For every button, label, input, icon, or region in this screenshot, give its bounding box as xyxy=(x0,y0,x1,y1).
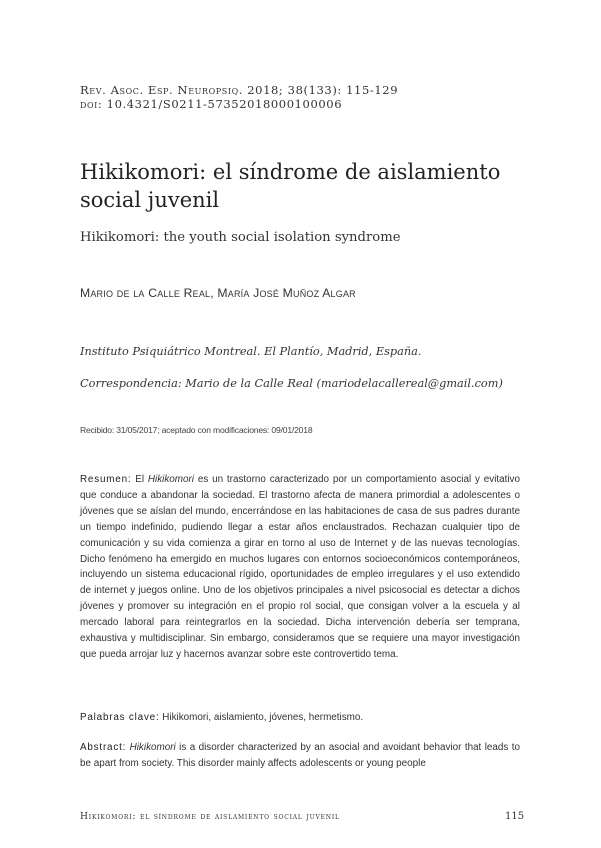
authors: Mario de la Calle Real, María José Muñoz Algar xyxy=(80,286,356,300)
resumen-paragraph xyxy=(80,472,520,663)
resumen-text: es un trastorno caracterizado por un comportamiento asocial y evitativo que conduce a abandonar la sociedad. El trastorno afecta de manera primordial a adolescentes o jóvenes que se aíslan del mundo, encerrándose en las habitaciones de casa de sus padres durante un tiempo indefinido, pudiendo llegar a estar años enclaustrados. Rechazan cualquier tipo de comunicación y su vida comienza a girar en torno al uso de Internet y de las nuevas tecnologías. Dicho fenómeno ha emergido en muchos lugares con entornos socioeconómicos contemporáneos, incluyendo un sistema educacional rígido, oportunidades de empleo irregulares y el uso extendido de internet y juegos online. Uno de los objetivos principales a nivel psicosocial es detectar a dichos jóvenes y promover su integración en el propio rol social, que consigan volver a la escuela y al mercado laboral para reintegrarlos en la sociedad. Dicha intervención debería ser temprana, exhaustiva y multidisciplinar. Sin embargo, consideramos que se requiere una mayor investigación que pueda arrojar luz y hacernos avanzar sobre este controvertido tema. xyxy=(80,474,520,660)
resumen-label: Resumen: xyxy=(80,474,132,485)
abstract-text: is a disorder characterized by an asocial and avoidant behavior that leads to be apart from society. This disorder mainly affects adolescents or young people xyxy=(80,742,520,769)
abstract-label: Abstract: xyxy=(80,742,127,753)
keywords-text: Hikikomori, aislamiento, jóvenes, hermetismo. xyxy=(162,712,364,723)
article-subtitle: Hikikomori: the youth social isolation syndrome xyxy=(80,230,401,245)
article-title: Hikikomori: el síndrome de aislamiento social juvenil xyxy=(80,160,501,212)
resumen-pre: El xyxy=(135,474,145,485)
institution: Instituto Psiquiátrico Montreal. El Plantío, Madrid, España. xyxy=(80,345,422,358)
received-dates: Recibido: 31/05/2017; aceptado con modificaciones: 09/01/2018 xyxy=(80,425,313,435)
journal-citation xyxy=(80,83,398,111)
abstract-term: Hikikomori xyxy=(129,742,176,753)
keywords-label: Palabras clave: xyxy=(80,712,160,723)
abstract-paragraph xyxy=(80,740,520,772)
doi-line: doi: 10.4321/S0211-57352018000100006 xyxy=(80,97,343,111)
page-number: 115 xyxy=(505,811,525,822)
correspondence: Correspondencia: Mario de la Calle Real (mariodelacallereal@gmail.com) xyxy=(80,377,503,390)
running-title: Hikikomori: el síndrome de aislamiento social juvenil xyxy=(80,811,340,822)
keywords-paragraph xyxy=(80,710,520,726)
journal-volume-line: Rev. Asoc. Esp. Neuropsiq. 2018; 38(133): 115-129 xyxy=(80,83,399,97)
resumen-term: Hikikomori xyxy=(147,474,194,485)
